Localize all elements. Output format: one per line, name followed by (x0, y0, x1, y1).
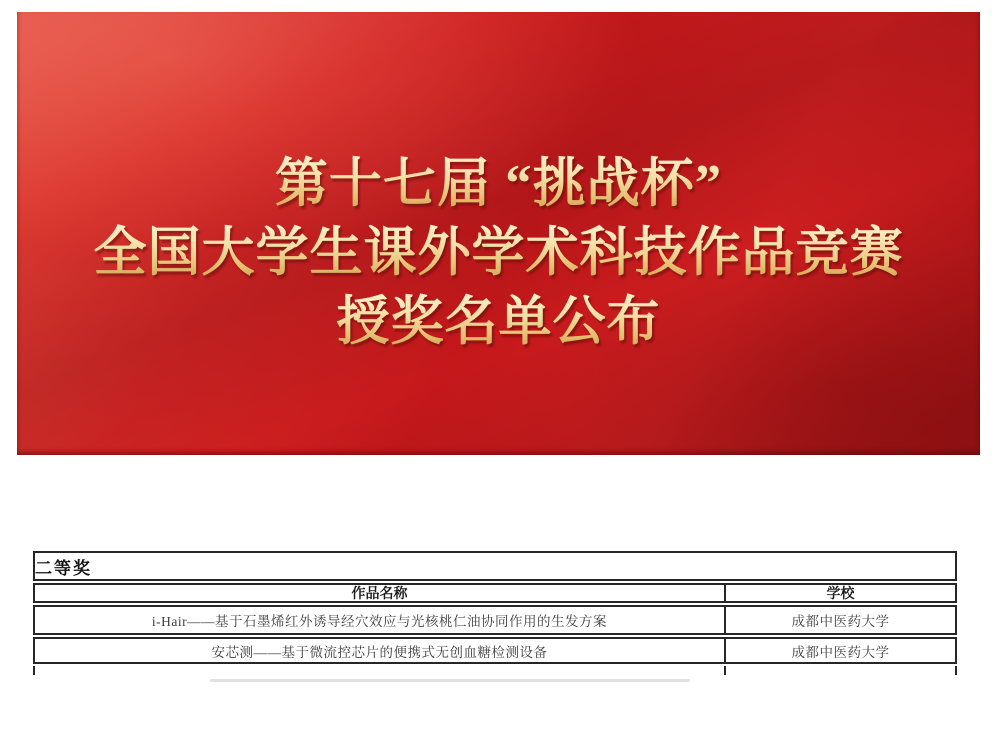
table-row (33, 605, 957, 635)
banner-title-line-3: 授奖名单公布 (17, 288, 980, 357)
table-row-partial-cutoff (33, 666, 957, 675)
work-name: i-Hair——基于石墨烯红外诱导经穴效应与光核桃仁油协同作用的生发方案 (35, 607, 726, 633)
table-header-row (33, 583, 957, 603)
banner-title-line-1: 第十七届 “挑战杯” (17, 150, 980, 219)
column-header-work: 作品名称 (35, 585, 726, 601)
table-row (33, 637, 957, 664)
scan-artifact (210, 679, 690, 682)
column-header-school: 学校 (826, 587, 855, 602)
banner-title (17, 12, 980, 357)
announcement-banner (17, 12, 980, 455)
work-name: 安芯测——基于微流控芯片的便携式无创血糖检测设备 (35, 639, 726, 662)
awards-table (33, 551, 957, 682)
table-section-row (33, 551, 957, 581)
school-name: 成都中医药大学 (791, 644, 890, 660)
school-name: 成都中医药大学 (791, 614, 890, 629)
banner-title-line-2: 全国大学生课外学术科技作品竞赛 (17, 219, 980, 288)
section-title: 二等奖 (35, 558, 92, 578)
